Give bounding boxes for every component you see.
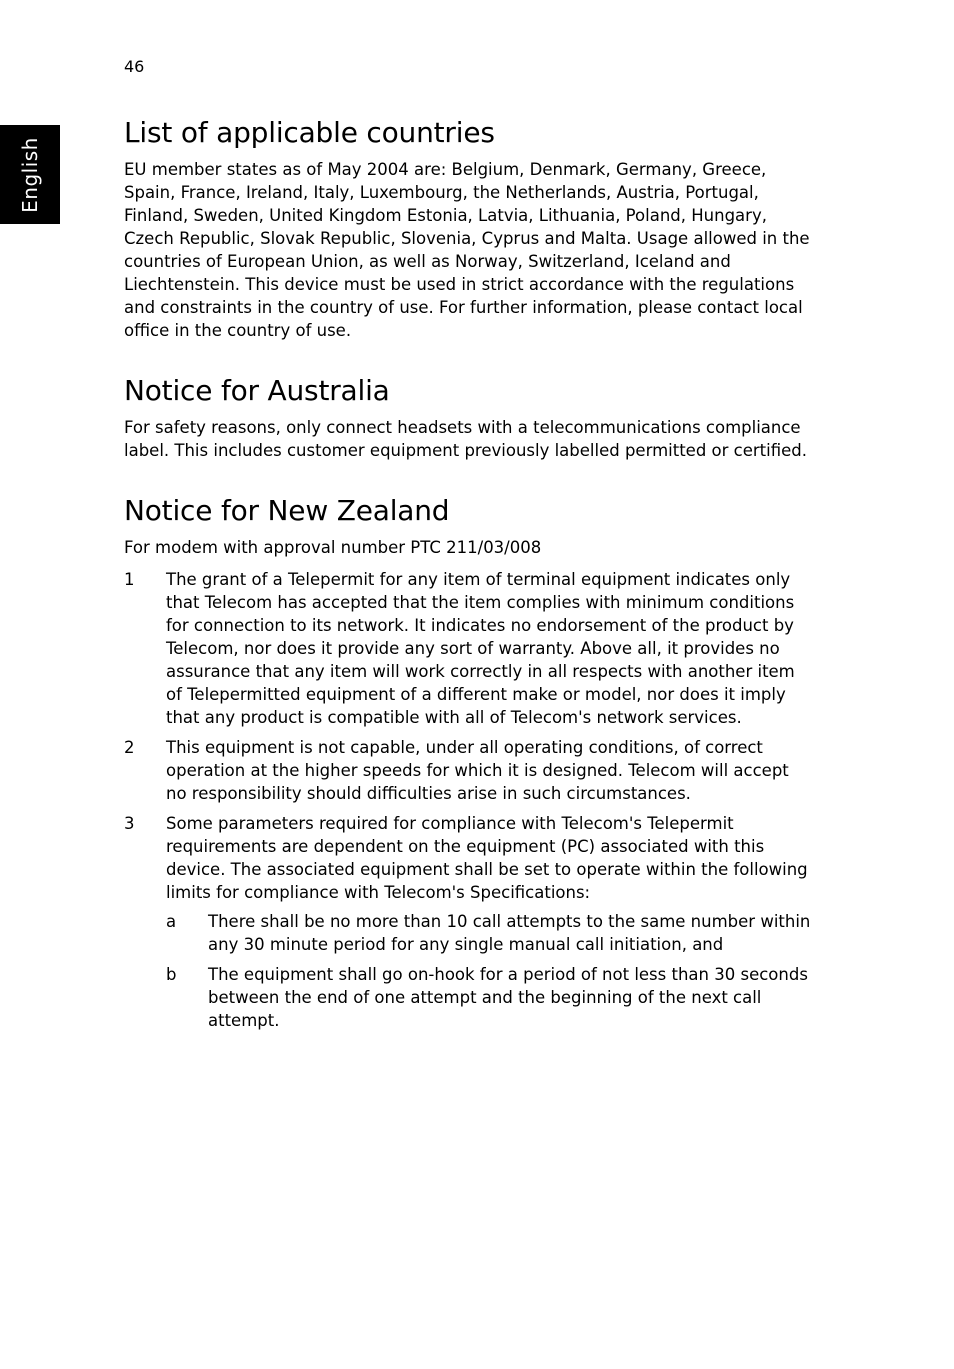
list-item-marker: 1 (124, 570, 135, 589)
list-item (124, 736, 814, 805)
language-side-tab-label: English (18, 137, 42, 213)
list-item (124, 568, 814, 729)
section-heading-new-zealand: Notice for New Zealand (124, 494, 450, 527)
section-spacer (124, 342, 814, 374)
list-item-marker: 2 (124, 738, 135, 757)
sub-list-item-text: The equipment shall go on-hook for a period of not less than 30 seconds between the end of one attempt and the beginning of the next call attempt. (208, 965, 808, 1030)
list-item-text: The grant of a Telepermit for any item of terminal equipment indicates only that Telecom has accepted that the item complies with minimum conditions for connection to its network. It indicates no endorsement of the product by Telecom, nor does it provide any sort of warranty. Above all, it provides no assurance that any item will work correctly in all respects with another item of Telepermitted equipment of a different make or model, nor does it imply that any product is compatible with all of Telecom's network services. (166, 570, 795, 727)
section-notice-new-zealand (124, 494, 814, 1039)
list-item-marker: 3 (124, 814, 135, 833)
section-spacer (124, 462, 814, 494)
sub-list (166, 910, 814, 1032)
section-heading-countries: List of applicable countries (124, 116, 495, 149)
document-content (124, 116, 814, 1046)
list-item-text: Some parameters required for compliance with Telecom's Telepermit requirements are dependent on the equipment (PC) associated with this device. The associated equipment shall be set to operate within the following limits for compliance with Telecom's Specifications: (166, 814, 808, 902)
section-intro-new-zealand: For modem with approval number PTC 211/03/008 (124, 538, 542, 557)
section-body-australia: For safety reasons, only connect headsets with a telecommunications compliance label. This includes customer equipment previously labelled permitted or certified. (124, 418, 807, 460)
section-applicable-countries (124, 116, 814, 342)
list-item (124, 812, 814, 1039)
language-side-tab (0, 125, 60, 224)
sub-list-item (166, 963, 814, 1032)
numbered-list (124, 568, 814, 1039)
sub-list-item-marker: b (166, 965, 177, 984)
section-body-countries: EU member states as of May 2004 are: Belgium, Denmark, Germany, Greece, Spain, France, Ireland, Italy, Luxembourg, the Netherlands, Austria, Portugal, Finland, Sweden, United Kingdom Estonia, Latvia, Lithuania, Poland, Hungary, Czech Republic, Slovak Republic, Slovenia, Cyprus and Malta. Usage allowed in the countries of European Union, as well as Norway, Switzerland, Iceland and Liechtenstein. This device must be used in strict accordance with the regulations and constraints in the country of use. For further information, please contact local office in the country of use. (124, 160, 810, 340)
list-item-body (166, 812, 814, 1039)
sub-list-item (166, 910, 814, 956)
page-number: 46 (124, 57, 145, 76)
sub-list-item-marker: a (166, 912, 177, 931)
list-item-body (166, 568, 814, 729)
section-heading-australia: Notice for Australia (124, 374, 390, 407)
list-item-text: This equipment is not capable, under all operating conditions, of correct operation at the higher speeds for which it is designed. Telecom will accept no responsibility should difficulties arise in such circumstances. (166, 738, 789, 803)
sub-list-item-text: There shall be no more than 10 call attempts to the same number within any 30 minute period for any single manual call initiation, and (208, 912, 811, 954)
list-item-body (166, 736, 814, 805)
section-notice-australia (124, 374, 814, 462)
